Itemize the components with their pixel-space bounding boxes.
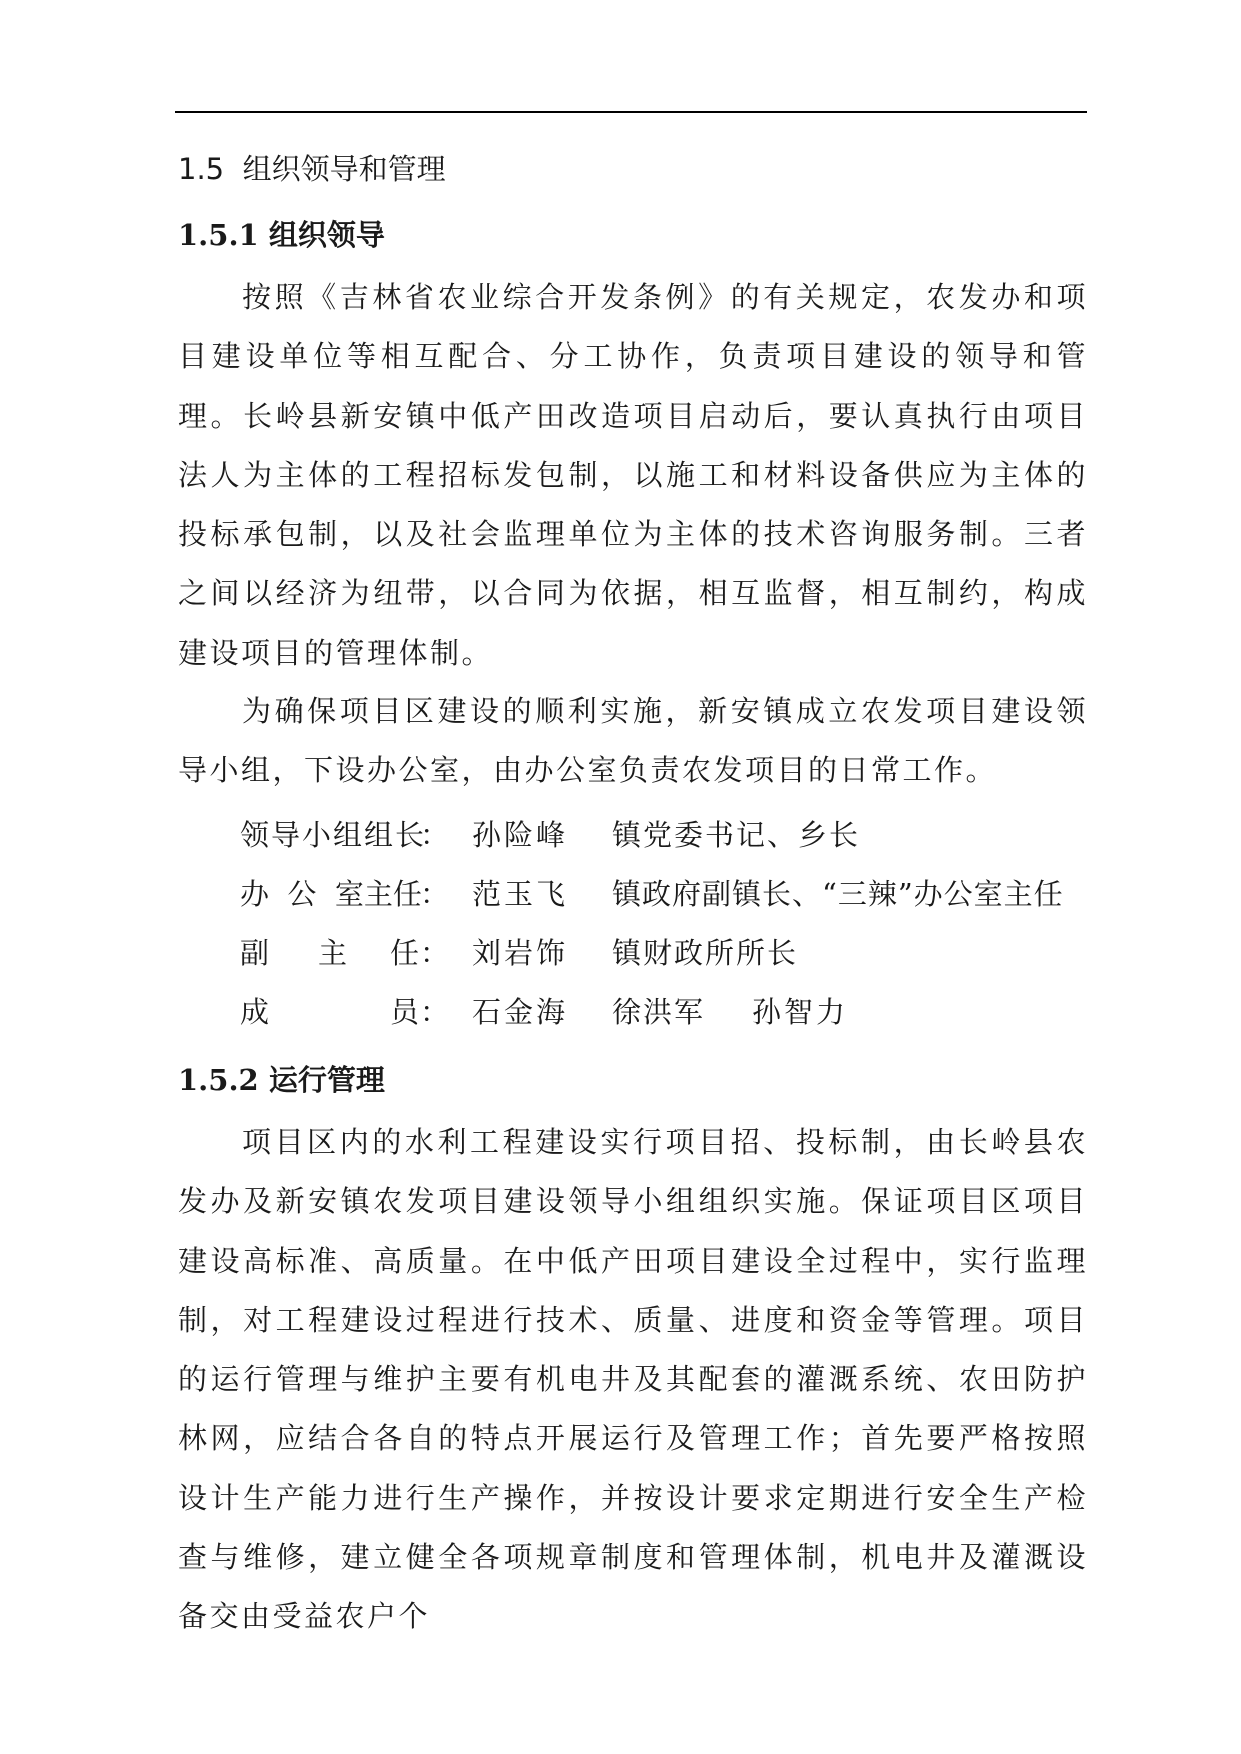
staff-role-char: 员 bbox=[390, 995, 422, 1029]
subsection-title: 运行管理 bbox=[268, 1063, 385, 1097]
staff-colon: ： bbox=[420, 877, 450, 911]
staff-role-char: 成 bbox=[240, 995, 272, 1029]
staff-duty: 镇政府副镇长、“三辣”办公室主任 bbox=[612, 877, 1064, 911]
staff-name: 孙险峰 bbox=[472, 818, 569, 852]
staff-member: 徐洪军 bbox=[612, 995, 706, 1029]
header-rule bbox=[175, 111, 1087, 113]
staff-duty: 镇党委书记、乡长 bbox=[612, 818, 861, 852]
subsection-title: 组织领导 bbox=[268, 218, 385, 252]
staff-role-char: 任 bbox=[390, 936, 422, 970]
staff-role-char: 副 bbox=[240, 936, 272, 970]
subsection-heading-1 bbox=[178, 213, 385, 257]
subsection-heading-2 bbox=[178, 1058, 385, 1102]
staff-colon: ： bbox=[420, 995, 450, 1029]
staff-role: 办 公 室主任 bbox=[240, 877, 422, 911]
staff-name: 范玉飞 bbox=[472, 877, 569, 911]
staff-role-char: 主 bbox=[318, 936, 350, 970]
staff-name: 刘岩饰 bbox=[472, 936, 569, 970]
staff-colon: ： bbox=[420, 936, 450, 970]
section-title bbox=[178, 147, 446, 191]
staff-duty: 镇财政所所长 bbox=[612, 936, 799, 970]
paragraph-organization: 按照《吉林省农业综合开发条例》的有关规定，农发办和项目建设单位等相互配合、分工协作，负责项目建设的领导和管理。长岭县新安镇中低产田改造项目启动后，要认真执行由项目法人为主体的工程招标发包制，以施工和材料设备供应为主体的投标承包制，以及社会监理单位为主体的技术咨询服务制。三者之间以经济为纽带，以合同为依据，相互监督，相互制约，构成建设项目的管理体制。 bbox=[178, 280, 1088, 670]
staff-role: 领导小组组长 bbox=[240, 818, 427, 852]
subsection-number: 1.5.1 bbox=[178, 218, 259, 252]
staff-colon: ： bbox=[420, 818, 450, 852]
subsection-number: 1.5.2 bbox=[178, 1063, 259, 1097]
paragraph-leading-group: 为确保项目区建设的顺利实施，新安镇成立农发项目建设领导小组，下设办公室，由办公室负责农发项目的日常工作。 bbox=[178, 694, 1088, 788]
section-title-text: 组织领导和管理 bbox=[242, 152, 446, 186]
paragraph-operation-management: 项目区内的水利工程建设实行项目招、投标制，由长岭县农发办及新安镇农发项目建设领导小组组织实施。保证项目区项目建设高标准、高质量。在中低产田项目建设全过程中，实行监理制，对工程建设过程进行技术、质量、进度和资金等管理。项目的运行管理与维护主要有机电井及其配套的灌溉系统、农田防护林网，应结合各自的特点开展运行及管理工作；首先要严格按照设计生产能力进行生产操作，并按设计要求定期进行安全生产检查与维修，建立健全各项规章制度和管理体制，机电井及灌溉设备交由受益农户个 bbox=[178, 1125, 1088, 1634]
staff-name: 石金海 bbox=[472, 995, 569, 1029]
section-number: 1.5 bbox=[178, 152, 225, 186]
staff-member: 孙智力 bbox=[752, 995, 849, 1029]
